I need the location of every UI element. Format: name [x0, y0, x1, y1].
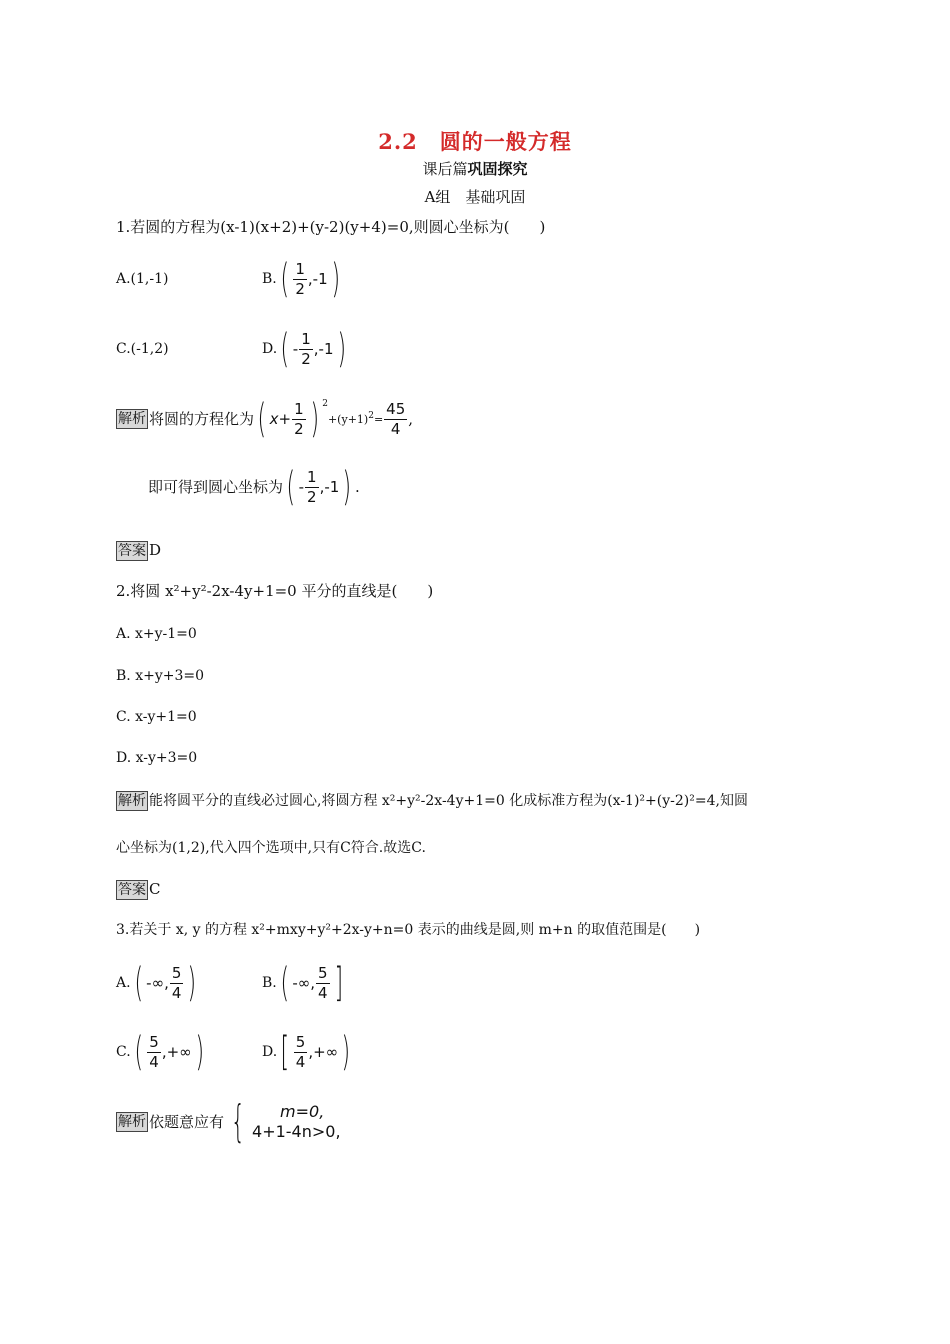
- q3-stem: 3.若关于 x, y 的方程 x²+mxy+y²+2x-y+n=0 表示的曲线是圆,则 m+n 的取值范围是( ): [116, 922, 701, 938]
- q1-d-num: 1: [301, 329, 311, 348]
- q3-option-d: D. [ $\frac{5}{4}$ ,+∞ ): [262, 1029, 351, 1075]
- q1-analysis-mid: +(y+1): [327, 412, 369, 426]
- q1-analysis-den: 2: [294, 419, 304, 438]
- q2-stem: 2.将圆 x²+y²-2x-4y+1=0 平分的直线是( ): [116, 582, 434, 600]
- q3-analysis: [116, 1096, 341, 1147]
- q1-analysis-eq: =: [373, 412, 384, 426]
- q1-option-c: C.(-1,2): [116, 341, 169, 357]
- q1-analysis2-end: .: [354, 477, 360, 496]
- q1-analysis-rden: 4: [390, 419, 401, 438]
- q2-option-b: B. x+y+3=0: [116, 668, 204, 684]
- q1-b-num: 1: [295, 259, 305, 278]
- q2-option-c: C. x-y+1=0: [116, 709, 197, 725]
- q1-analysis2-text: 即可得到圆心坐标为: [148, 477, 284, 496]
- q1-option-b-label: B.: [262, 271, 277, 287]
- q1-analysis-end: ,: [408, 409, 414, 428]
- q1-analysis2-rest: ,-1: [319, 477, 340, 496]
- q2-answer-value: C: [149, 880, 161, 898]
- q1-stem: 1.若圆的方程为(x-1)(x+2)+(y-2)(y+4)=0,则圆心坐标为( ): [116, 218, 546, 236]
- analysis-tag: 解析: [118, 793, 146, 809]
- q1-analysis2-num: 1: [307, 467, 317, 486]
- q1-analysis-x: x+: [269, 409, 292, 428]
- q3-d-right: ,+∞: [308, 1042, 339, 1061]
- q3-a-left: -∞,: [146, 973, 169, 992]
- q2-option-a: A. x+y-1=0: [116, 626, 197, 642]
- q3-d-num: 5: [295, 1032, 306, 1051]
- q3-option-d-label: D.: [262, 1044, 278, 1060]
- q3-b-num: 5: [318, 963, 328, 982]
- q1-analysis-sq: 2: [322, 399, 328, 409]
- q1-option-d: D. ( - $\frac{1}{2}$ ,-1 ): [262, 326, 346, 372]
- q1-analysis-num: 1: [294, 399, 304, 418]
- q3-analysis-text: 依题意应有: [149, 1112, 225, 1131]
- q2-analysis-text1: 能将圆平分的直线必过圆心,将圆方程 x²+y²-2x-4y+1=0 化成标准方程为(x-1)²+(y-2)²=4,知圆: [149, 793, 748, 809]
- q3-sys-row2: 4+1-4n>0,: [252, 1122, 341, 1141]
- q3-option-c-label: C.: [116, 1044, 131, 1060]
- q1-b-den: 2: [295, 279, 305, 298]
- group-label: A组 基础巩固: [424, 188, 526, 206]
- q1-analysis2-den: 2: [307, 487, 317, 506]
- q3-c-den: 4: [149, 1052, 159, 1071]
- section-subtitle: [0, 162, 950, 177]
- page-title: 2.2 圆的一般方程: [378, 129, 572, 154]
- analysis-tag: 解析: [118, 1114, 146, 1130]
- q3-a-den: 4: [171, 983, 182, 1002]
- q1-answer: [116, 541, 161, 561]
- q3-b-left: -∞,: [292, 973, 316, 992]
- q1-option-b: B. ( $\frac{1}{2}$ ,-1 ): [262, 256, 340, 302]
- q1-d-rest: ,-1: [313, 339, 334, 358]
- q1-analysis-text: 将圆的方程化为: [149, 409, 255, 428]
- q1-d-sign: -: [292, 339, 299, 358]
- subtitle-bold: 巩固探究: [467, 160, 528, 178]
- q1-analysis2-sign: -: [298, 477, 305, 496]
- q1-d-den: 2: [301, 349, 311, 368]
- q3-sys-row1: m=0,: [280, 1102, 325, 1121]
- q2-answer: [116, 880, 160, 900]
- analysis-tag: 解析: [118, 411, 146, 427]
- q2-analysis-line2: 心坐标为(1,2),代入四个选项中,只有C符合.故选C.: [116, 840, 426, 856]
- q1-analysis-2: 即可得到圆心坐标为 ( - $\frac{1}{2}$ ,-1 ) .: [148, 464, 360, 510]
- q3-option-a-label: A.: [116, 975, 131, 991]
- q2-option-d: D. x-y+3=0: [116, 750, 198, 766]
- q3-option-b-label: B.: [262, 975, 277, 991]
- q2-analysis-line1: [116, 791, 748, 811]
- q3-option-c: C. ( $\frac{5}{4}$ ,+∞ ): [116, 1029, 204, 1075]
- q1-analysis-rnum: 45: [386, 399, 406, 418]
- q3-option-a: A. ( -∞, $\frac{5}{4}$ ): [116, 960, 197, 1006]
- q3-equation-system: [224, 1096, 341, 1147]
- answer-tag: 答案: [118, 882, 146, 898]
- q1-answer-value: D: [149, 541, 162, 559]
- q1-analysis: 解析 将圆的方程化为 ( x+ $\frac{1}{2}$ ) 2 +(y+1) 2 = $\frac{45}{4}$ ,: [118, 396, 414, 442]
- answer-tag: 答案: [118, 543, 146, 559]
- subtitle-prefix: 课后篇: [422, 160, 468, 178]
- q3-c-right: ,+∞: [161, 1042, 192, 1061]
- q3-a-num: 5: [171, 963, 182, 982]
- q1-analysis-sq2: 2: [368, 411, 374, 421]
- q3-c-num: 5: [149, 1032, 159, 1051]
- q1-option-d-label: D.: [262, 341, 278, 357]
- q1-option-a: A.(1,-1): [116, 271, 169, 287]
- q3-d-den: 4: [295, 1052, 306, 1071]
- q1-b-rest: ,-1: [307, 269, 328, 288]
- brace-icon: {: [231, 1096, 246, 1147]
- q3-b-den: 4: [318, 983, 328, 1002]
- q3-option-b: B. ( -∞, $\frac{5}{4}$ ]: [262, 960, 343, 1006]
